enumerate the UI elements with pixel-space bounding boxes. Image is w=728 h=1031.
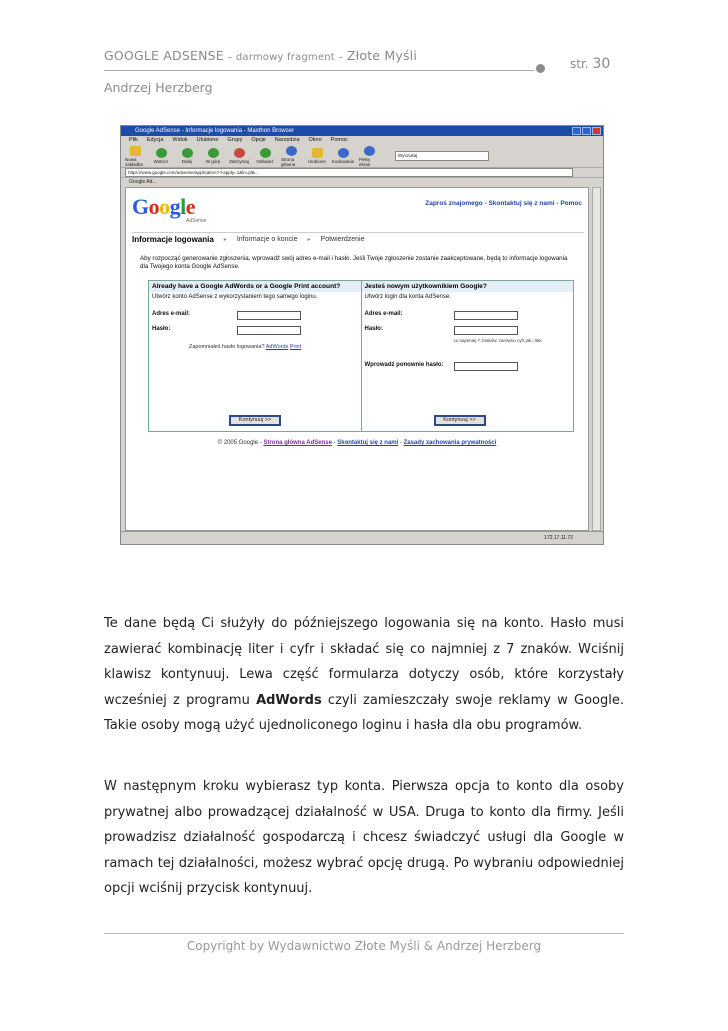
left-continue-button: Kontynuuj >> — [229, 415, 281, 426]
step-active: Informacje logowania — [132, 235, 214, 244]
toolbar-label: Zatrzymaj — [229, 159, 249, 164]
toolbar-button — [177, 148, 197, 164]
header-author: Andrzej Herzberg — [104, 80, 213, 95]
top-links: Zaproś znajomego - Skontaktuj się z nami - Pomoc — [425, 200, 582, 207]
toolbar-label: Dalej — [181, 159, 193, 164]
new-tab-icon — [130, 146, 141, 156]
footer-sep: - — [398, 440, 404, 446]
favorites-icon — [312, 148, 323, 158]
toolbar-button — [359, 146, 379, 167]
header-rule — [104, 70, 534, 71]
toolbar-button — [229, 148, 249, 164]
header-sep: – — [334, 52, 347, 63]
right-form-heading: Jesteś nowym użytkownikiem Google? — [362, 281, 574, 292]
left-form-heading: Already have a Google AdWords or a Google Print account? — [149, 281, 361, 292]
step: Potwierdzenie — [320, 236, 365, 243]
password-label: Hasło: — [364, 326, 383, 332]
toolbar-button — [151, 148, 171, 164]
toolbar-button — [307, 148, 327, 164]
toolbar-label: Nowa zakładka — [125, 156, 143, 167]
right-continue-button: Kontynuuj >> — [434, 415, 486, 426]
toolbar-label: Wstecz — [153, 159, 169, 164]
address-bar — [121, 168, 603, 178]
google-logo: Google — [132, 194, 196, 219]
window-controls — [572, 127, 601, 135]
refresh-icon — [260, 148, 271, 158]
maximize-icon — [582, 127, 591, 135]
header-publisher: Złote Myśli — [346, 48, 418, 63]
forgot-password — [189, 344, 301, 350]
footer-copy: © 2005 Google - — [217, 440, 264, 446]
header-sep: – — [223, 52, 236, 63]
status-ip: 172.17.11.72 — [544, 535, 573, 541]
browser-toolbar — [121, 145, 603, 168]
page-footer: Copyright by Wydawnictwo Złote Myśli & Andrzej Herzberg — [186, 939, 542, 953]
home-icon — [286, 146, 297, 156]
menu-item: Narzędzia — [274, 137, 300, 143]
fullscreen-icon — [364, 146, 375, 156]
tab-bar — [121, 178, 603, 186]
footer-link: Zasady zachowania prywatności — [403, 440, 497, 446]
browser-tab: Google Ad... — [129, 179, 157, 185]
footer-link: Strona główna AdSense — [263, 440, 332, 446]
page-label: str. — [570, 57, 589, 71]
right-form — [362, 281, 574, 431]
adwords-link: AdWords — [265, 344, 289, 350]
menu-item: Ulubione — [196, 137, 219, 143]
menu-item: Okno — [308, 137, 322, 143]
paragraph-1 — [104, 611, 624, 739]
toolbar-button — [203, 148, 223, 164]
paragraph-bold: AdWords — [256, 692, 322, 708]
toolbar-label: Strona główna — [281, 156, 296, 167]
toolbar-label: Odśwież — [256, 159, 274, 164]
paragraph-2: W następnym kroku wybierasz typ konta. Pierwsza opcja to konto dla osoby prywatnej albo prowadzącej działalność w USA. Druga to konto dla firmy. Jeśli prowadzisz działalność gospodarczą i chcesz świadczyć usługi dla Google w ramach tej działalności, możesz wybrać opcję drugą. Po wybraniu odpowiedniej opcji wciśnij przycisk kontynuuj. — [104, 779, 624, 896]
address-field: https://www.google.com/adsense/application?-f-apply=1&ln=pl&... — [125, 168, 573, 177]
step-arrow-icon: ▸ — [307, 237, 311, 243]
toolbar-button — [333, 148, 353, 164]
email-label: Adres e-mail: — [152, 311, 191, 317]
header-title — [104, 48, 417, 63]
back-icon — [156, 148, 167, 158]
toolbar-search: Wyszukaj — [395, 151, 489, 161]
menu-item: Edycja — [146, 137, 164, 143]
new-password-input — [454, 326, 518, 335]
up-icon — [208, 148, 219, 158]
minimize-icon — [572, 127, 581, 135]
toolbar-label: Kodowanie — [331, 159, 355, 164]
menu-item: Grupy — [227, 137, 243, 143]
footer-rule — [104, 933, 624, 934]
webpage-footer — [126, 440, 588, 446]
menu-item: Opcje — [251, 137, 266, 143]
browser-screenshot — [120, 125, 604, 545]
left-form-sub: Utwórz konto AdSense z wykorzystaniem tego samego loginu. — [152, 294, 318, 300]
steps-bar — [132, 232, 584, 244]
left-form — [149, 281, 362, 431]
page-number — [570, 56, 610, 72]
intro-text: Aby rozpocząć generowanie zgłoszenia, wprowadź swój adres e-mail i hasło. Jeśli Twoje zgłoszenie zostanie zaakceptowane, będą to informacje logowania dla Twojego konta Google AdSense. — [140, 255, 568, 270]
header-dot-icon — [536, 64, 545, 73]
page-number-value: 30 — [592, 56, 611, 72]
paragraph-text: Te dane będą Ci służyły do późniejszego logowania się na konto. Hasło musi zawierać kombinację liter i cyfr i składać się co najmniej z 7 znaków. Wciśnij klawisz kontynuuj. Lewa część formularza dotyczy osób, które korzystały wcześniej z programu — [104, 616, 624, 708]
print-link: Print — [289, 344, 302, 350]
footer-link: Skontaktuj się z nami — [337, 440, 399, 446]
window-title: Google AdSense - Informacje logowania - Maxthon Browser — [135, 128, 295, 134]
encoding-icon — [338, 148, 349, 158]
toolbar-button — [255, 148, 275, 164]
repeat-password-input — [454, 362, 518, 371]
forgot-text: Zapomniałeś hasło logowania? — [189, 344, 265, 350]
toolbar-label: Pełny ekran — [359, 156, 371, 167]
email-label: Adres e-mail: — [364, 311, 403, 317]
header-book-title: GOOGLE ADSENSE — [104, 48, 224, 63]
footer-sep: - — [331, 440, 338, 446]
email-input — [237, 311, 301, 320]
step: Informacje o koncie — [236, 236, 298, 243]
right-form-sub: Utwórz login dla konta AdSense. — [364, 294, 451, 300]
toolbar-button — [125, 146, 145, 167]
menu-item: Widok — [172, 137, 188, 143]
step-arrow-icon: ▸ — [223, 237, 227, 243]
forward-icon — [182, 148, 193, 158]
header-subtitle: darmowy fragment — [235, 52, 335, 63]
toolbar-button — [281, 146, 301, 167]
menu-bar — [121, 136, 603, 145]
password-label: Hasło: — [152, 326, 171, 332]
paragraph-text: czyli zamieszczały swoje reklamy w Google. Takie osoby mogą użyć ujednoliconego loginu i hasła dla obu programów. — [104, 692, 624, 733]
scrollbar — [592, 187, 601, 531]
status-bar — [121, 531, 603, 544]
menu-item: Pomoc — [330, 137, 348, 143]
close-icon — [592, 127, 601, 135]
login-forms — [148, 280, 574, 432]
logo-subtitle: AdSense — [186, 218, 207, 224]
menu-item: Plik — [129, 137, 138, 143]
password-hint: co najmniej 7 znaków, zarówno cyfr jak i liter — [453, 338, 543, 343]
new-email-input — [454, 311, 518, 320]
toolbar-label: W górę — [205, 159, 221, 164]
toolbar-label: Ulubione — [308, 159, 326, 164]
password-input — [237, 326, 301, 335]
window-titlebar — [121, 126, 603, 136]
repeat-password-label: Wprowadź ponownie hasło: — [364, 362, 444, 368]
webpage — [125, 187, 589, 531]
stop-icon — [234, 148, 245, 158]
